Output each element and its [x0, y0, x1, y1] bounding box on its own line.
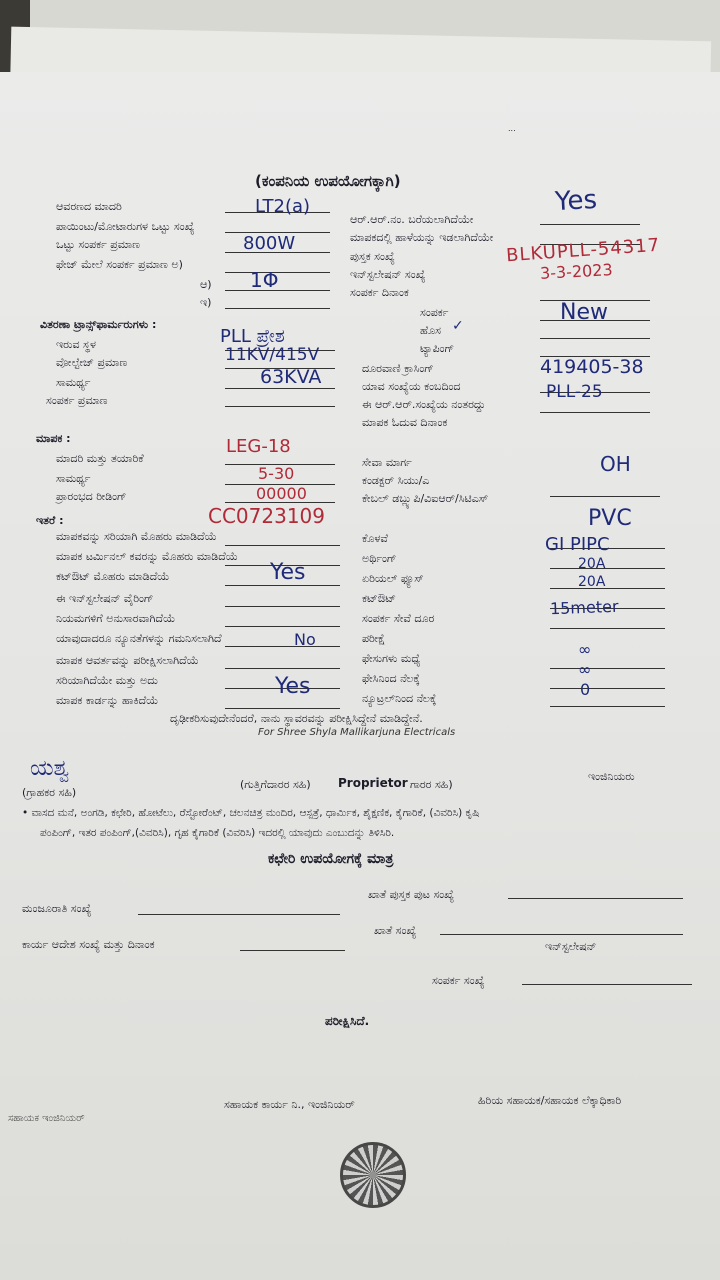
- hw-meter-capacity: 5-30: [258, 464, 295, 483]
- field-rules: ನಿಯಮಗಳಿಗೆ ಅನುಸಾರವಾಗಿದೆಯೆ: [56, 612, 176, 625]
- line: [138, 914, 340, 915]
- hw-conn-date: 3-3-2023: [539, 260, 614, 283]
- field-after-rr: ಈ ಆರ್.ಆರ್.ಸಂಖ್ಯೆಯ ನಂತರದ್ದು: [362, 398, 486, 411]
- field-phase-phase: ಫೇಸುಗಳು ಮಧ್ಯೆ: [362, 652, 421, 665]
- checked-label: ಪರೀಕ್ಷಿಸಿದೆ.: [325, 1014, 370, 1028]
- note-line-2: ಪಂಪಿಂಗ್, ಇತರ ಪಂಪಿಂಗ್,(ವಿವರಿಸಿ), ಗೃಹ ಕೈಗಾರಿಕೆ (ವಿವರಿಸಿ) ಇದರಲ್ಲಿ ಯಾವುದು ಎಂಬುದನ್ನು ತಿಳಿಸಿರಿ.: [40, 827, 395, 839]
- hw-yes-cutout: Yes: [270, 560, 306, 585]
- line: [522, 984, 692, 985]
- line: [225, 646, 340, 647]
- hw-install-no: BLKUPLL-54317: [505, 234, 661, 267]
- proprietor-stamp: Proprietor: [338, 776, 408, 790]
- field-phone-crossing: ದೂರವಾಣಿ ಕ್ರಾಸಿಂಗ್: [362, 362, 434, 375]
- field-neutral-earth: ನ್ಯೂಟ್ರಲ್‌ನಿಂದ ನೆಲಕ್ಕೆ: [362, 692, 437, 705]
- field-premises-type: ಆವರಣದ ಮಾದರಿ: [56, 200, 122, 213]
- line: [540, 224, 640, 225]
- hw-capacity: 63KVA: [260, 366, 322, 388]
- field-conn-rating: ಸಂಪರ್ಕ ಪ್ರಮಾಣ: [46, 394, 108, 407]
- asst-exec-label: ಸಹಾಯಕ ಕಾರ್ಯ ನಿ., ಇಂಜಿನಿಯರ್: [224, 1098, 355, 1111]
- line: [225, 545, 340, 546]
- field-conductor: ಕಂಡಕ್ಟರ್ ಸಿಯು/ಎ: [362, 474, 430, 487]
- contractor-sig-suffix: ಗಾರರ ಸಹಿ): [410, 778, 453, 791]
- line: [508, 898, 683, 899]
- line: [240, 950, 345, 951]
- hw-cutout: 20A: [578, 574, 606, 590]
- field-phase-earth: ಫೇಸಿನಿಂದ ನೆಲಕ್ಕೆ: [362, 672, 420, 685]
- declaration-text: ದೃಢೀಕರಿಸುವುದೇನೆಂದರೆ, ನಾನು ಸ್ಥಾವರವನ್ನು ಪರೀಕ್ಷಿಸಿದ್ದೇನೆ ಮಾಡಿದ್ದೇನೆ.: [170, 712, 423, 725]
- field-meter-cycle: ಮಾಪಕ ಆವರ್ತವನ್ನು ಪರೀಕ್ಷಿಸಲಾಗಿದೆಯೆ: [56, 654, 199, 667]
- installation-label: ಇನ್‌ಸ್ಟಲೇಷನ್: [545, 940, 597, 953]
- hw-meter-make: LEG-18: [226, 436, 291, 457]
- field-phase-b: ಆ): [200, 278, 212, 291]
- field-deficiency: ಯಾವುದಾದರೂ ನ್ಯೂನತೆಗಳನ್ನು ಗಮನಿಸಲಾಗಿದೆ: [56, 632, 222, 645]
- hw-yes-card: Yes: [275, 674, 311, 699]
- field-total-points: ಪಾಯಿಂಟು/ಮೋಟಾರುಗಳ ಒಟ್ಟು ಸಂಖ್ಯೆ: [56, 220, 195, 233]
- firm-stamp-text: For Shree Shyla Mallikarjuna Electricals: [258, 727, 456, 738]
- line: [550, 496, 660, 497]
- accounts-officer-label: ಹಿರಿಯ ಸಹಾಯಕ/ಸಹಾಯಕ ಲೆಕ್ಕಾಧಿಕಾರಿ: [478, 1094, 622, 1107]
- field-correct: ಸರಿಯಾಗಿದೆಯೇ ಮತ್ತು ಅದು: [56, 674, 158, 687]
- hw-after-rr: PLL-25: [546, 382, 603, 402]
- field-initial-reading: ಪ್ರಾರಂಭದ ರೀಡಿಂಗ್: [56, 490, 127, 503]
- field-install-no: ಇನ್‌ಸ್ಟಲೇಷನ್ ಸಂಖ್ಯೆ: [350, 268, 426, 281]
- line: [540, 338, 650, 339]
- other-heading: ಇತರೆ :: [36, 514, 64, 527]
- hw-pipe: PVC: [588, 506, 632, 531]
- field-service-distance: ಸಂಪರ್ಕ ಸೇವೆ ದೂರ: [362, 612, 435, 625]
- hw-phase-load: 1Φ: [250, 268, 279, 292]
- note-line-1: • ವಾಸದ ಮನೆ, ಅಂಗಡಿ, ಕಛೇರಿ, ಹೋಟೆಲು, ರೆಸ್ಟೋರೆಂಟ್, ಚಲನಚಿತ್ರ ಮಂದಿರ, ಆಸ್ಪತ್ರೆ, ಧಾರ್ಮಿಕ, ಶೈಕ್ಷಣಿಕ, ಕೈಗಾರಿಕೆ, (ವಿವರಿಸಿ) ಕೃಷಿ: [22, 807, 480, 819]
- field-earthing: ಅರ್ಥಿಂಗ್: [362, 552, 397, 565]
- contractor-sig-label: (ಗುತ್ತಿಗೆದಾರರ ಸಹಿ): [240, 778, 311, 791]
- line: [550, 628, 665, 629]
- hw-connection-type: New: [560, 300, 608, 325]
- line: [550, 568, 665, 569]
- line: [225, 308, 330, 309]
- customer-sig-label: (ಗ್ರಾಹಕರ ಸಹಿ): [22, 786, 77, 799]
- top-right-mark: ...: [508, 124, 516, 133]
- hw-rr-written: Yes: [554, 184, 598, 218]
- field-meter-sealed: ಮಾಪಕವನ್ನು ಸರಿಯಾಗಿ ಮೊಹರು ಮಾಡಿದೆಯೆ: [56, 530, 217, 543]
- field-phase-c: ಇ): [200, 296, 212, 309]
- field-meter-sheet: ಮಾಪಕದಲ್ಲಿ ಹಾಳೆಯನ್ನು ಇಡಲಾಗಿದೆಯೇ: [350, 231, 494, 244]
- field-reading-date: ಮಾಪಕ ಓದುವ ದಿನಾಂಕ: [362, 416, 448, 429]
- field-terminal-sealed: ಮಾಪಕ ಟರ್ಮಿನಲ್ ಕವರನ್ನು ಮೊಹರು ಮಾಡಿದೆಯೆ: [56, 550, 238, 563]
- connection-no-label: ಸಂಪರ್ಕ ಸಂಖ್ಯೆ: [432, 974, 485, 987]
- line: [225, 606, 340, 607]
- field-cable: ಕೇಬಲ್ ಡಬ್ಲ್ಯುಪಿ/ವಿಐಆರ್/ಸಿಟಿಎಸ್: [362, 492, 489, 505]
- hw-new-tick: ✓: [452, 318, 464, 334]
- field-pole-no: ಯಾವ ಸಂಖ್ಯೆಯ ಕಂಬದಿಂದ: [362, 380, 461, 393]
- field-voltage: ವೋಲ್ಟೇಜ್ ಪ್ರಮಾಣ: [56, 356, 128, 369]
- ledger-page-label: ಖಾತೆ ಪುಸ್ತಕ ಪುಟ ಸಂಖ್ಯೆ: [368, 888, 455, 901]
- hw-total-load: 800W: [243, 233, 296, 254]
- meter-heading: ಮಾಪಕ :: [36, 432, 71, 445]
- line: [550, 668, 665, 669]
- field-total-load: ಒಟ್ಟು ಸಂಪರ್ಕ ಪ್ರಮಾಣ: [56, 238, 140, 251]
- field-phase-load: ಫೇಜ್ ಮೇಲೆ ಸಂಪರ್ಕ ಪ್ರಮಾಣ ಅ): [56, 258, 183, 271]
- hw-initial-reading: 00000: [256, 484, 307, 503]
- hw-insp-phase: ∞: [578, 640, 592, 659]
- line: [225, 708, 340, 709]
- field-location: ಇರುವ ಸ್ಥಳ: [56, 338, 96, 351]
- hw-insp-earth: ∞: [578, 660, 592, 679]
- hw-service-line: OH: [600, 452, 631, 476]
- transformer-heading: ವಿತರಣಾ ಟ್ರಾನ್ಸ್‌ಫಾರ್ಮರುಗಳು :: [40, 318, 157, 331]
- office-heading: ಕಛೇರಿ ಉಪಯೋಗಕ್ಕೆ ಮಾತ್ರ: [268, 851, 394, 867]
- line: [225, 585, 340, 586]
- line: [440, 934, 683, 935]
- line: [225, 406, 335, 407]
- engineer-label: ಇಂಜಿನಿಯರು: [588, 770, 635, 783]
- field-tapping: ಟ್ಯಾಪಿಂಗ್: [420, 342, 455, 355]
- hw-voltage: 11KV/415V: [225, 345, 320, 365]
- hw-distance: 15meter: [549, 596, 619, 619]
- field-cutout: ಕಟ್‌ಔಟ್: [362, 592, 396, 605]
- field-meter-make: ಮಾದರಿ ಮತ್ತು ತಯಾರಿಕೆ: [56, 452, 144, 465]
- field-meter-capacity: ಸಾಮರ್ಥ್ಯ: [56, 472, 91, 485]
- hw-customer-signature: ಯಶ್ವ: [30, 756, 70, 781]
- left-signatory: ಸಹಾಯಕ ಇಂಜಿನಿಯರ್: [8, 1113, 85, 1124]
- line: [225, 626, 340, 627]
- field-cutout-sealed: ಕಟ್‌ಔಟ್ ಮೊಹರು ಮಾಡಿದೆಯೆ: [56, 570, 170, 583]
- field-aerial-fuse: ಏರಿಯಲ್ ಫ್ಯೂಸ್: [362, 572, 424, 585]
- field-capacity: ಸಾಮರ್ಥ್ಯ: [56, 376, 91, 389]
- hw-aerial-fuse: 20A: [578, 556, 606, 572]
- field-new: ಹೊಸ: [420, 324, 441, 337]
- field-connection: ಸಂಪರ್ಕ: [420, 306, 449, 319]
- line: [540, 412, 650, 413]
- field-pipe: ಕೊಳವೆ: [362, 532, 388, 545]
- field-conn-date: ಸಂಪರ್ಕ ದಿನಾಂಕ: [350, 286, 409, 299]
- form-title: (ಕಂಪನಿಯ ಉಪಯೋಗಕ್ಕಾಗಿ): [255, 172, 401, 190]
- field-test: ಪರೀಕ್ಷೆ: [362, 632, 386, 645]
- hw-pole-no: 419405-38: [540, 356, 644, 378]
- field-book-no: ಪುಸ್ತಕ ಸಂಖ್ಯೆ: [350, 250, 395, 263]
- account-no-label: ಖಾತೆ ಸಂಖ್ಯೆ: [374, 924, 417, 937]
- hw-location: PLL ಪ್ರೇಶ: [220, 326, 285, 347]
- field-service-line: ಸೇವಾ ಮಾರ್ಗ: [362, 456, 412, 469]
- field-meter-card: ಮಾಪಕ ಕಾರ್ಡನ್ನು ಹಾಕಿದೆಯೆ: [56, 694, 159, 707]
- hw-deficiency: No: [294, 630, 316, 649]
- field-wiring: ಈ ಇನ್‌ಸ್ಟಲೇಷನ್ ವೈರಿಂಗ್: [56, 592, 154, 605]
- work-order-label: ಕಾರ್ಯ ಆದೇಶ ಸಂಖ್ಯೆ ಮತ್ತು ದಿನಾಂಕ: [22, 938, 155, 951]
- hw-premises-type: LT2(a): [255, 196, 311, 217]
- line: [225, 668, 340, 669]
- line: [550, 688, 665, 689]
- field-rr-no: ಆರ್.ಆರ್.ನಂ. ಬರೆಯಲಾಗಿದೆಯೇ: [350, 213, 474, 226]
- hw-meter-serial: CC0723109: [208, 504, 326, 528]
- line: [225, 388, 335, 389]
- hw-insp-neutral: 0: [580, 680, 591, 699]
- hw-earthing: GI PIPC: [545, 534, 610, 555]
- office-seal: [340, 1142, 406, 1208]
- line: [550, 588, 665, 589]
- line: [550, 706, 665, 707]
- sanction-no-label: ಮಂಜೂರಾತಿ ಸಂಖ್ಯೆ: [22, 902, 92, 915]
